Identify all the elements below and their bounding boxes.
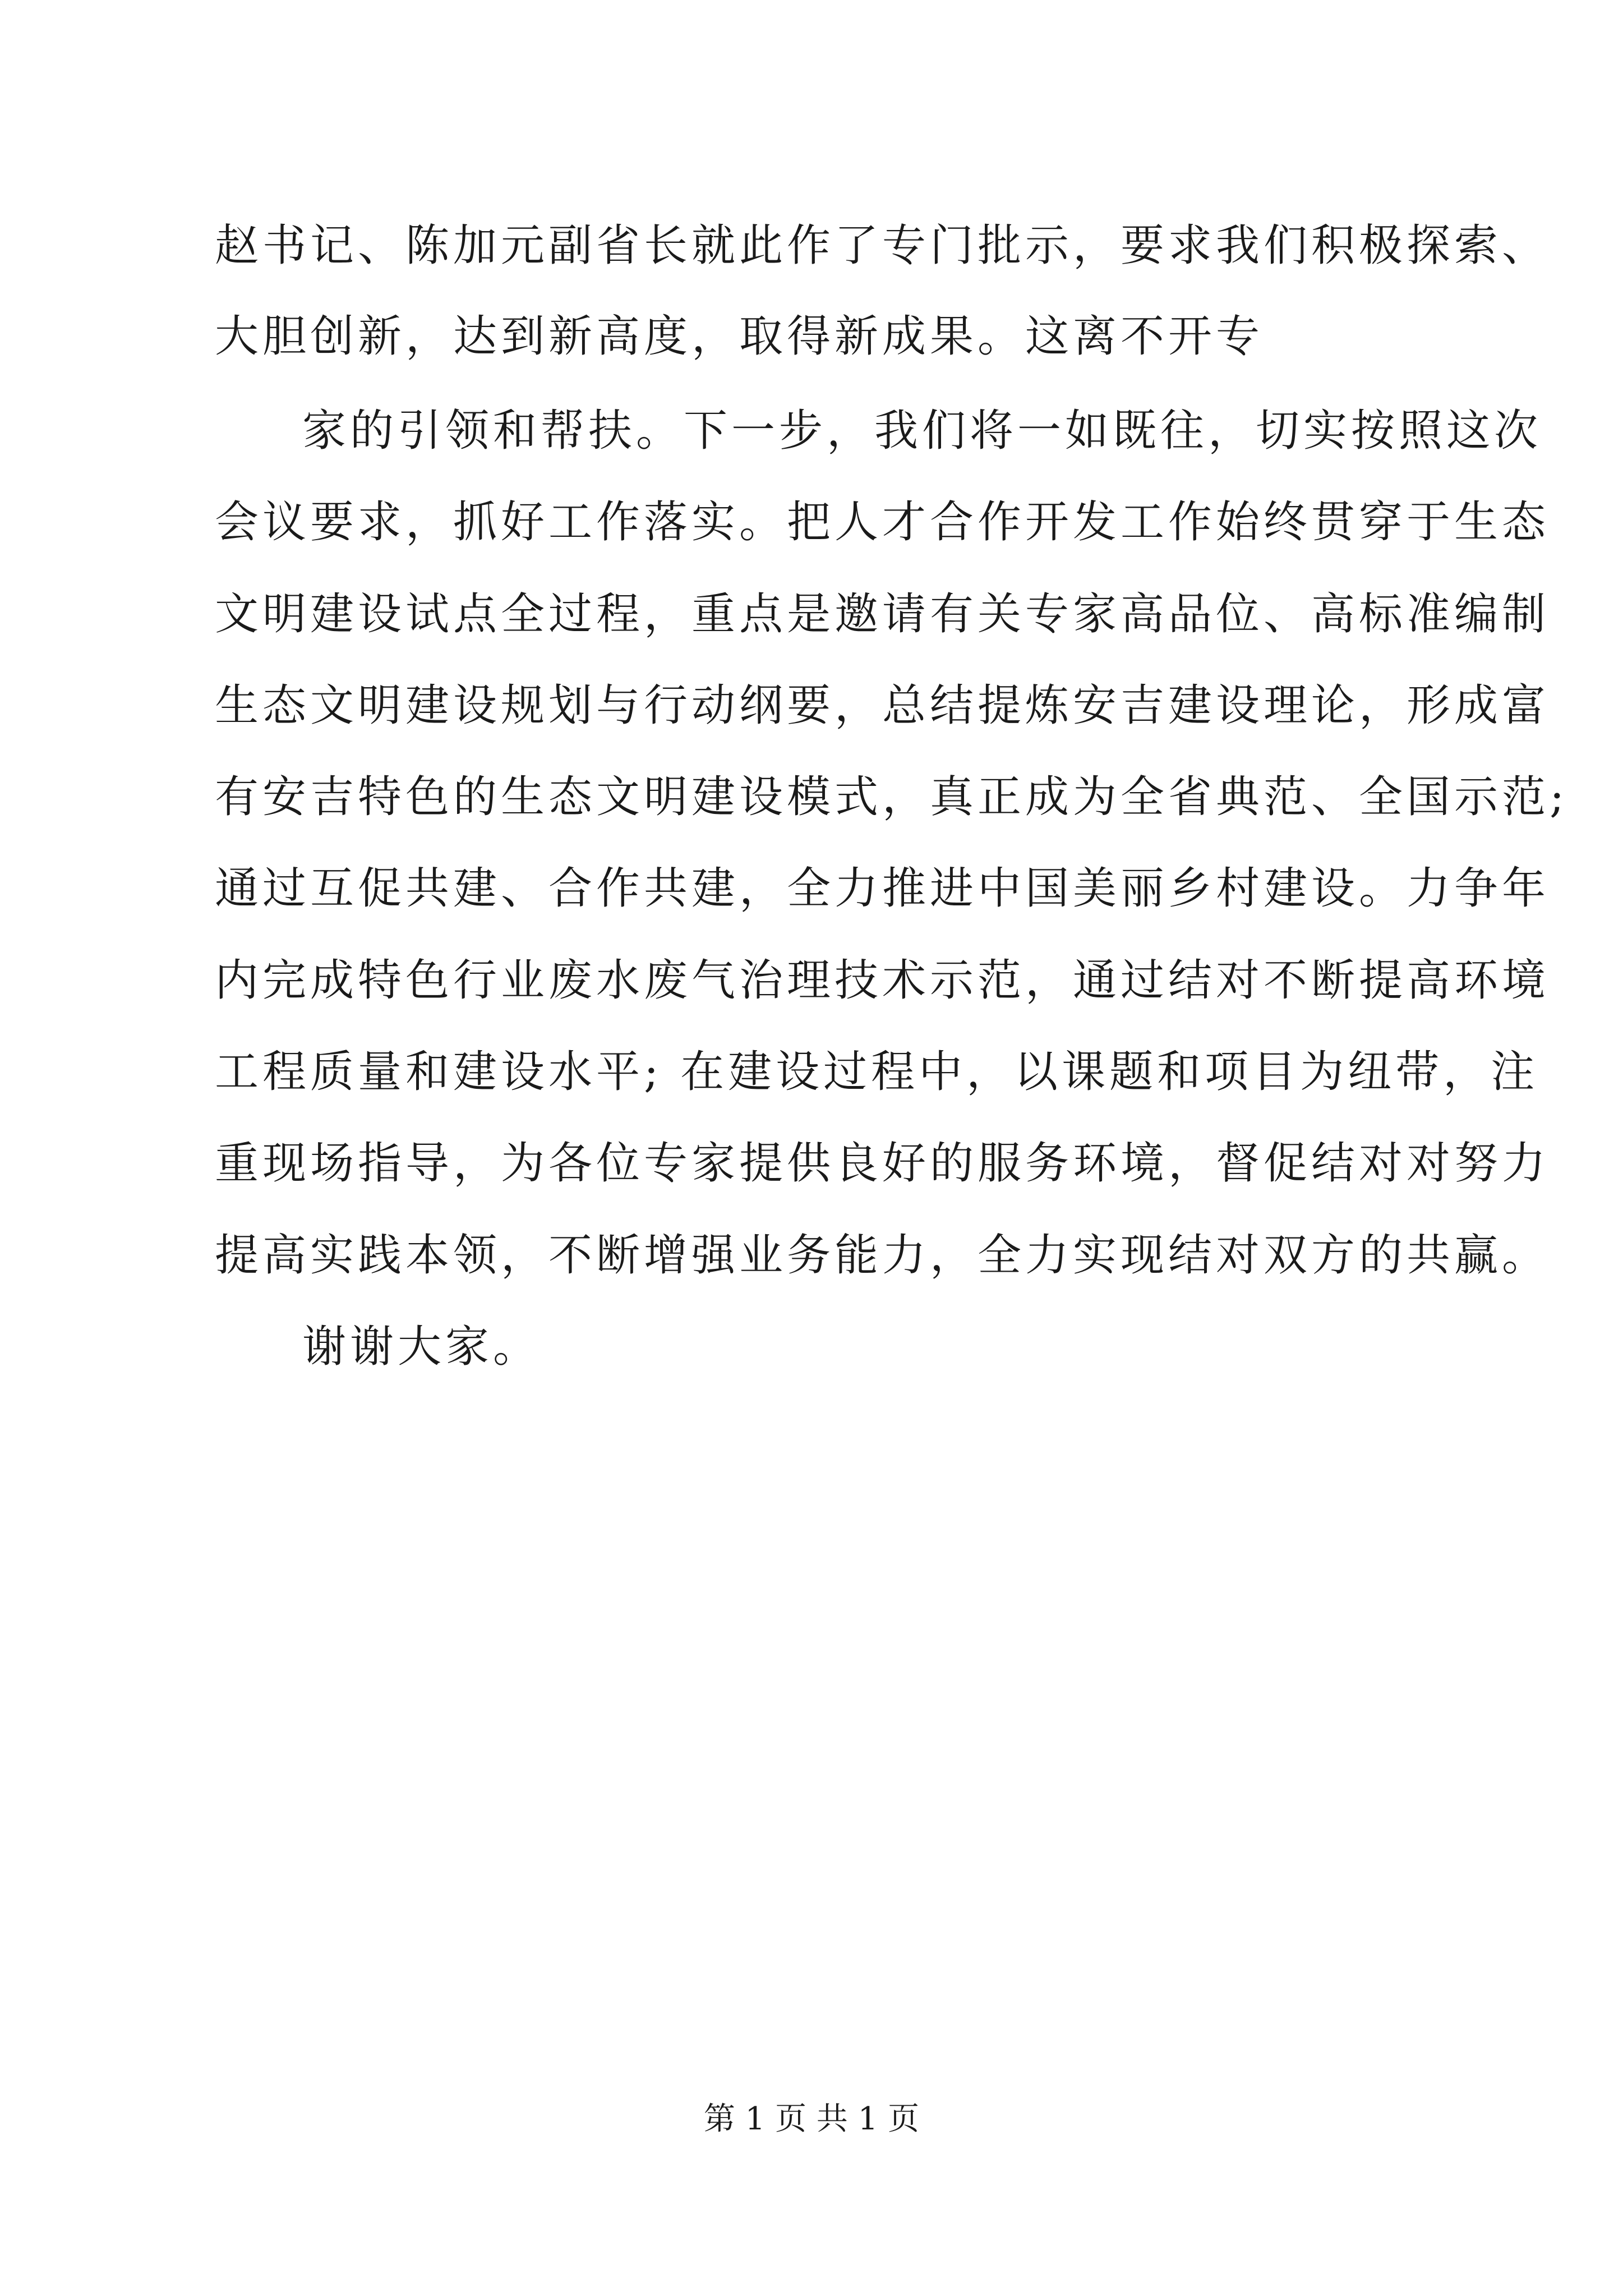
text-line: 提高实践本领，不断增强业务能力，全力实现结对双方的共赢。 — [215, 1230, 1550, 1281]
page-number-footer: 第 1 页 共 1 页 — [703, 2101, 920, 2137]
text-line: 会议要求，抓好工作落实。把人才合作开发工作始终贯穿于生态 — [215, 497, 1550, 547]
text-line: 重现场指导，为各位专家提供良好的服务环境，督促结对对努力 — [215, 1138, 1550, 1189]
text-line: 通过互促共建、合作共建，全力推进中国美丽乡村建设。力争年 — [215, 863, 1550, 914]
text-line: 赵书记、陈加元副省长就此作了专门批示，要求我们积极探索、 — [215, 220, 1550, 271]
text-line: 内完成特色行业废水废气治理技术示范，通过结对不断提高环境 — [215, 955, 1550, 1006]
text-line: 有安吉特色的生态文明建设模式，真正成为全省典范、全国示范; — [215, 772, 1569, 822]
closing-line: 谢谢大家。 — [302, 1322, 541, 1372]
text-line: 大胆创新，达到新高度，取得新成果。这离不开专 — [215, 311, 1264, 362]
text-line: 工程质量和建设水平; 在建设过程中，以课题和项目为纽带，注 — [215, 1047, 1539, 1097]
text-line: 家的引领和帮扶。下一步，我们将一如既往，切实按照这次 — [302, 406, 1542, 456]
text-line: 生态文明建设规划与行动纲要，总结提炼安吉建设理论，形成富 — [215, 680, 1550, 731]
text-line: 文明建设试点全过程，重点是邀请有关专家高品位、高标准编制 — [215, 589, 1550, 639]
